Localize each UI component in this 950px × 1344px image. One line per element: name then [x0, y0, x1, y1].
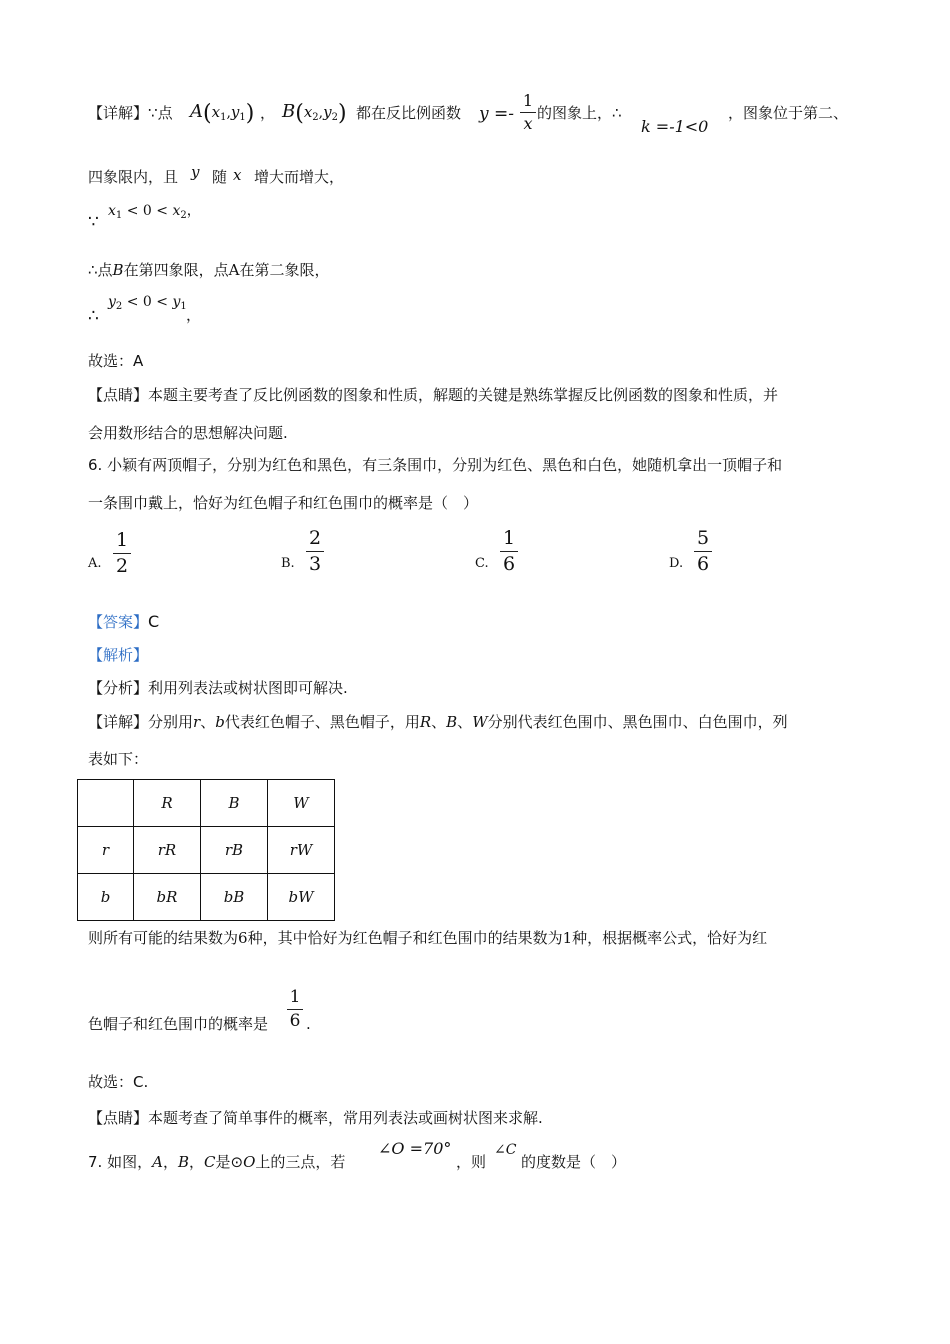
detail-tag: 【详解】	[88, 104, 149, 122]
because-symbol-2: ∵	[88, 212, 99, 232]
y2-sub-2: 2	[115, 301, 123, 312]
line4-B: B	[112, 261, 124, 279]
point-A-coordinates: $A(x_1,y_1)$	[190, 101, 255, 126]
increase-text: 增大而增大，	[254, 168, 345, 186]
q6-stem-line-2: 一条围巾戴上，恰好为红色帽子和红色围巾的概率是（ ）	[88, 494, 479, 512]
x2-var: x	[303, 103, 313, 121]
k-expression: k =-1<0	[641, 117, 709, 136]
var-b: b	[215, 713, 225, 731]
table-cell: bR	[134, 874, 201, 921]
option-d-num: 5	[696, 527, 710, 549]
line4-A: A	[228, 261, 240, 279]
option-c-label: C.	[475, 556, 489, 571]
y2-sub: 2	[331, 112, 338, 123]
y-variable: y	[191, 163, 200, 181]
var-W: W	[472, 713, 488, 731]
function-numerator: 1	[522, 91, 534, 110]
q5-choice: 故选：A	[88, 352, 144, 370]
graph-tail: 的图象上，∴	[537, 104, 622, 122]
function-fraction	[520, 92, 536, 132]
table-row	[78, 827, 335, 874]
table-cell: r	[78, 827, 134, 874]
comma-1: ，	[260, 104, 276, 122]
q7-number: 7.	[88, 1153, 103, 1171]
table-cell: R	[134, 780, 201, 827]
x-variable: x	[233, 166, 242, 184]
option-c-fraction	[500, 528, 518, 575]
q5-detail-line-1	[88, 104, 173, 122]
table-cell: rW	[268, 827, 335, 874]
q6-analysis: 【分析】利用列表法或树状图即可解决.	[88, 679, 348, 697]
table-cell: W	[268, 780, 335, 827]
table-cell	[78, 780, 134, 827]
option-d-fraction	[694, 528, 712, 575]
x1-sub: 1	[220, 112, 227, 123]
line4-end: 在第二象限，	[239, 261, 330, 279]
x1-var-2: x	[108, 203, 116, 219]
option-a-fraction	[113, 530, 131, 577]
result-end: .	[306, 1015, 311, 1033]
q6-answer	[88, 612, 159, 631]
x1-sub-2: 1	[115, 210, 123, 221]
q5-comment-2: 会用数形结合的思想解决问题.	[88, 424, 288, 442]
detail-b: 代表红色帽子、黑色帽子，用	[224, 713, 420, 731]
q7-stem-b: 是⊙	[215, 1153, 244, 1171]
outcome-table	[77, 779, 335, 921]
q6-choice: 故选：C.	[88, 1073, 149, 1091]
ineq-mid-2: < 0 <	[122, 294, 173, 310]
dun-2: 、	[431, 713, 447, 731]
result-1a: 则所有可能的结果数为	[88, 929, 239, 947]
function-lhs: y =-	[479, 104, 514, 124]
table-cell: rR	[134, 827, 201, 874]
line2-text: 四象限内，且	[88, 168, 179, 186]
q7-stem-e: 的度数是（ ）	[521, 1153, 627, 1171]
q6-stem-1: 小颖有两顶帽子，分别为红色和黑色，有三条围巾，分别为红色、黑色和白色，她随机拿出一顶帽子和	[107, 456, 783, 474]
q6-stem-line-1	[88, 456, 782, 474]
option-b-den: 3	[308, 552, 322, 575]
q7-sep-1: ，	[162, 1153, 178, 1171]
point-B-label: B	[282, 101, 296, 122]
therefore-symbol: ∴	[88, 306, 99, 326]
point-word: 点	[157, 104, 173, 122]
result-num: 1	[289, 987, 301, 1007]
table-cell: rB	[201, 827, 268, 874]
x1-var: x	[211, 103, 221, 121]
q7-A: A	[152, 1153, 163, 1171]
q6-result-line-2: 色帽子和红色围巾的概率是	[88, 1015, 269, 1033]
table-cell: B	[201, 780, 268, 827]
table-cell: b	[78, 874, 134, 921]
table-cell: bB	[201, 874, 268, 921]
dun-1: 、	[200, 713, 216, 731]
y1-sub: 1	[239, 112, 246, 123]
result-count-6: 6	[238, 929, 248, 947]
function-denominator: x	[523, 113, 533, 133]
option-b-fraction	[306, 528, 324, 575]
result-den: 6	[289, 1010, 301, 1031]
y2-var: y	[323, 103, 332, 121]
line5-end: ，	[186, 306, 202, 324]
table-header-row	[78, 780, 335, 827]
q7-stem-d: ，则	[456, 1153, 487, 1171]
angle-o-expression: ∠O =70°	[378, 1139, 452, 1158]
q6-detail-line-1	[88, 713, 788, 731]
line4-mid: 在第四象限，点	[123, 261, 229, 279]
on-graph-text: 都在反比例函数	[356, 104, 462, 122]
q7-B: B	[177, 1153, 189, 1171]
y1-sub-2: 1	[180, 301, 187, 312]
y1-var-2: y	[172, 294, 181, 310]
line4-text: ∴点	[88, 261, 113, 279]
point-A-label: A	[190, 101, 203, 122]
q7-stem-c: 上的三点，若	[255, 1153, 346, 1171]
option-d-label: D.	[669, 556, 684, 571]
answer-value: C	[148, 612, 160, 631]
quadrant-tail: ，图象位于第二、	[728, 104, 849, 122]
answer-tag: 【答案】	[88, 613, 149, 631]
result-1c: 种，根据概率公式，恰好为红	[572, 929, 768, 947]
because-symbol: ∵	[148, 104, 158, 122]
option-c-num: 1	[502, 527, 516, 549]
q7-C: C	[204, 1153, 216, 1171]
q6-detail-line-2: 表如下：	[88, 750, 149, 768]
q7-stem	[88, 1153, 345, 1171]
result-count-1: 1	[562, 929, 573, 947]
var-B: B	[446, 713, 458, 731]
var-R: R	[419, 713, 432, 731]
y2-var-2: y	[108, 294, 116, 310]
result-fraction	[287, 988, 303, 1030]
q7-O: O	[243, 1153, 256, 1171]
point-B-coordinates: $B(x_2,y_2)$	[282, 101, 347, 126]
option-b-label: B.	[281, 556, 295, 571]
table-row	[78, 874, 335, 921]
option-a-label: A.	[88, 556, 102, 571]
option-c-den: 6	[502, 552, 516, 575]
line3-end: ，	[186, 203, 201, 219]
x1-lt-0-lt-x2	[108, 203, 201, 222]
analysis-tag: 【解析】	[88, 646, 149, 664]
q5-detail-line-2	[88, 168, 178, 186]
y2-lt-0-lt-y1	[108, 294, 187, 313]
ineq-mid-1: < 0 <	[122, 203, 173, 219]
q6-number: 6.	[88, 456, 103, 474]
dun-3: 、	[457, 713, 473, 731]
y1-var: y	[230, 103, 240, 121]
detail-a: 【详解】分别用	[88, 713, 194, 731]
option-a-den: 2	[115, 554, 129, 577]
angle-c: ∠C	[494, 1142, 517, 1158]
var-r: r	[193, 713, 201, 731]
table-cell: bW	[268, 874, 335, 921]
q6-result-line-1	[88, 929, 767, 947]
q7-sep-2: ，	[189, 1153, 205, 1171]
option-b-num: 2	[308, 527, 322, 549]
q7-stem-a: 如图，	[107, 1153, 153, 1171]
x2-sub-2: 2	[180, 210, 187, 221]
q6-comment: 【点睛】本题考查了简单事件的概率，常用列表法或画树状图来求解.	[88, 1109, 543, 1127]
detail-c: 分别代表红色围巾、黑色围巾、白色围巾，列	[487, 713, 788, 731]
sui-text: 随	[212, 168, 228, 186]
result-1b: 种，其中恰好为红色帽子和红色围巾的结果数为	[247, 929, 563, 947]
q5-detail-line-4	[88, 261, 329, 279]
q5-comment-1: 【点睛】本题主要考查了反比例函数的图象和性质，解题的关键是熟练掌握反比例函数的图象和性质，并	[88, 386, 779, 404]
option-d-den: 6	[696, 552, 710, 575]
option-a-num: 1	[115, 529, 129, 551]
x2-sub: 2	[312, 112, 319, 123]
x2-var-2: x	[172, 203, 181, 219]
